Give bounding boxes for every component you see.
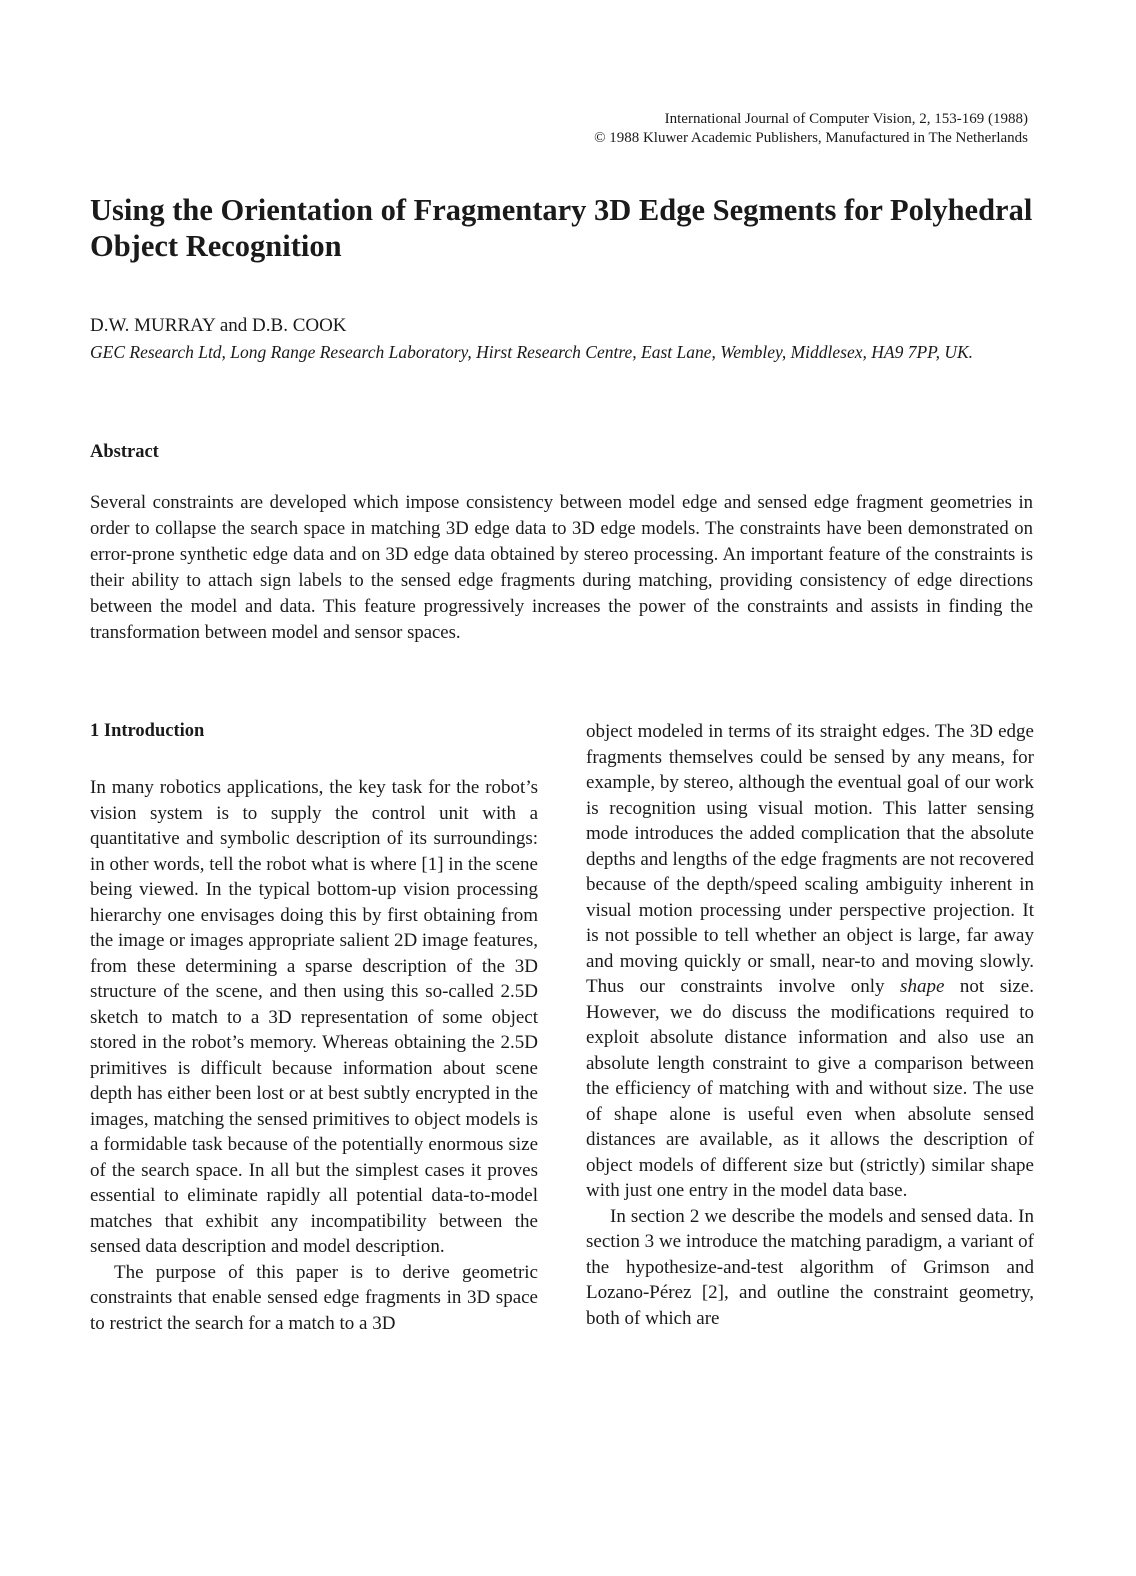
abstract-heading: Abstract xyxy=(90,442,159,462)
paper-title: Using the Orientation of Fragmentary 3D Edge Segments for Polyhedral Object Recognition xyxy=(90,193,1033,263)
intro-paragraph-3-part-b: not size. However, we do discuss the modifications required to exploit absolute distance information and also use an absolute length constraint to give a comparison between the efficiency of matching with and without size. The use of shape alone is useful even when absolute sensed distances are available, as it allows the description of object models of different size but (strictly) similar shape with just one entry in the model data base. xyxy=(586,976,1034,1201)
intro-paragraph-3-part-a: object modeled in terms of its straight edges. The 3D edge fragments themselves could be sensed by any means, for example, by stereo, although the eventual goal of our work is recognition using visual motion. This latter sensing mode introduces the added complication that the absolute depths and lengths of the edge fragments are not recovered because of the depth/speed scaling ambiguity inherent in visual motion processing under perspective projection. It is not possible to tell whether an object is large, far away and moving quickly or small, near-to and moving slowly. Thus our constraints involve only xyxy=(586,721,1034,997)
intro-paragraph-2: The purpose of this paper is to derive geometric constraints that enable sensed edge fragments in 3D space to restrict the search for a match to a 3D xyxy=(90,1261,538,1334)
intro-paragraph-3 xyxy=(586,719,1034,1204)
left-column xyxy=(90,719,538,1336)
journal-header xyxy=(594,110,1028,148)
intro-paragraph-1: In many robotics applications, the key task for the robot’s vision system is to supply the control unit with a quantitative and symbolic description of its surroundings: in other words, tell the robot what is where [1] in the scene being viewed. In the typical bottom-up vision processing hierarchy one envisages doing this by first obtaining from the image or images appropriate salient 2D image features, from these determining a sparse description of the 3D structure of the scene, and then using this so-called 2.5D sketch to match to a 3D representation of some object stored in the robot’s memory. Whereas obtaining the 2.5D primitives is difficult because information about scene depth has either been lost or at best subtly encrypted in the images, matching the sensed primitives to object models is a formidable task because of the potentially enormous size of the search space. In all but the simplest cases it proves essential to eliminate rapidly all potential data-to-model matches that exhibit any incompatibility between the sensed data description and model description. xyxy=(90,777,538,1257)
intro-paragraph-4: In section 2 we describe the models and sensed data. In section 3 we introduce the matching paradigm, a variant of the hypothesize-and-test algorithm of Grimson and Lozano-Pérez [2], and outline the constraint geometry, both of which are xyxy=(586,1205,1034,1329)
paper-authors: D.W. MURRAY and D.B. COOK xyxy=(90,315,347,336)
introduction-heading: 1 Introduction xyxy=(90,721,205,741)
journal-citation: International Journal of Computer Vision, 2, 153-169 (1988) xyxy=(664,111,1028,127)
right-column xyxy=(586,719,1034,1331)
author-affiliation: GEC Research Ltd, Long Range Research Laboratory, Hirst Research Centre, East Lane, Wembley, Middlesex, HA9 7PP, UK. xyxy=(90,342,973,362)
copyright-notice: © 1988 Kluwer Academic Publishers, Manufactured in The Netherlands xyxy=(594,130,1028,146)
abstract-text: Several constraints are developed which impose consistency between model edge and sensed edge fragment geometries in order to collapse the search space in matching 3D edge data to 3D edge models. The constraints have been demonstrated on error-prone synthetic edge data and on 3D edge data obtained by stereo processing. An important feature of the constraints is their ability to attach sign labels to the sensed edge fragments during matching, providing consistency of edge directions between the model and data. This feature progressively increases the power of the constraints and assists in finding the transformation between model and sensor spaces. xyxy=(90,492,1033,643)
emphasis-shape: shape xyxy=(900,976,945,997)
